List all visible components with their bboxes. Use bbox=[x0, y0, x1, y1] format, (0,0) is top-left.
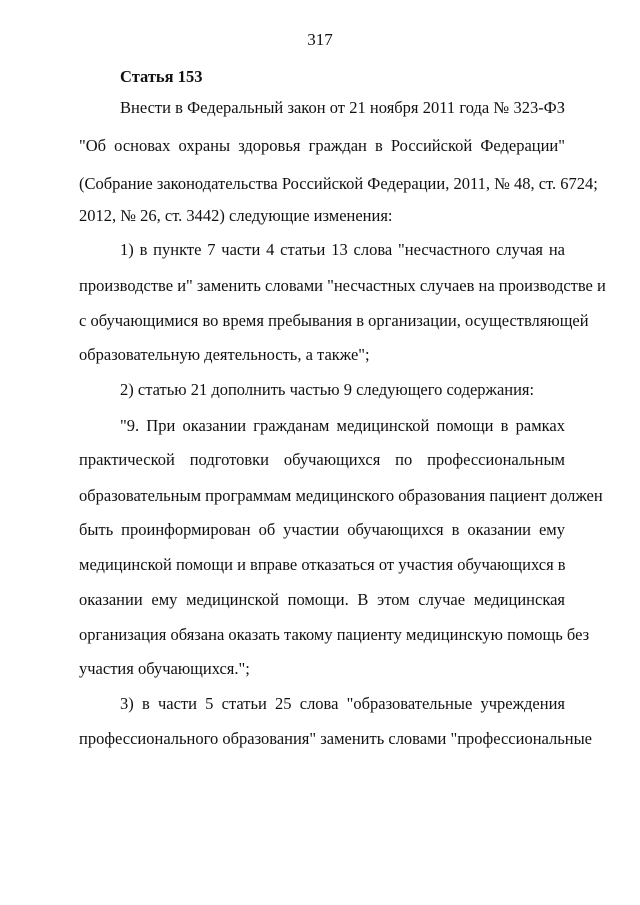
paragraph-line: (Собрание законодательства Российской Федерации, 2011, № 48, ст. 6724; bbox=[79, 174, 598, 193]
paragraph-line: оказании ему медицинской помощи. В этом случае медицинская bbox=[79, 590, 565, 609]
article-title: Статья 153 bbox=[120, 67, 203, 86]
paragraph-line: медицинской помощи и вправе отказаться от участия обучающихся в bbox=[79, 555, 566, 574]
page-number: 317 bbox=[307, 30, 333, 49]
paragraph-line: 3) в части 5 статьи 25 слова "образовательные учреждения bbox=[120, 694, 565, 713]
paragraph-line: производстве и" заменить словами "несчастных случаев на производстве и bbox=[79, 276, 606, 295]
paragraph-line: профессионального образования" заменить словами "профессиональные bbox=[79, 729, 592, 748]
paragraph-line: образовательную деятельность, а также"; bbox=[79, 345, 370, 364]
paragraph-line: образовательным программам медицинского образования пациент должен bbox=[79, 486, 603, 505]
paragraph-line: Внести в Федеральный закон от 21 ноября 2011 года № 323-ФЗ bbox=[120, 98, 565, 117]
paragraph-line: 2012, № 26, ст. 3442) следующие изменения: bbox=[79, 206, 393, 225]
paragraph-line: участия обучающихся."; bbox=[79, 659, 250, 678]
paragraph-line: 1) в пункте 7 части 4 статьи 13 слова "несчастного случая на bbox=[120, 240, 565, 259]
paragraph-line: "Об основах охраны здоровья граждан в Российской Федерации" bbox=[79, 136, 565, 155]
paragraph-line: 2) статью 21 дополнить частью 9 следующего содержания: bbox=[120, 380, 535, 399]
paragraph-line: организация обязана оказать такому пациенту медицинскую помощь без bbox=[79, 625, 590, 644]
paragraph-line: практической подготовки обучающихся по профессиональным bbox=[79, 450, 565, 469]
paragraph-line: с обучающимися во время пребывания в организации, осуществляющей bbox=[79, 311, 589, 330]
paragraph-line: быть проинформирован об участии обучающихся в оказании ему bbox=[79, 520, 565, 539]
paragraph-line: "9. При оказании гражданам медицинской помощи в рамках bbox=[120, 416, 565, 435]
